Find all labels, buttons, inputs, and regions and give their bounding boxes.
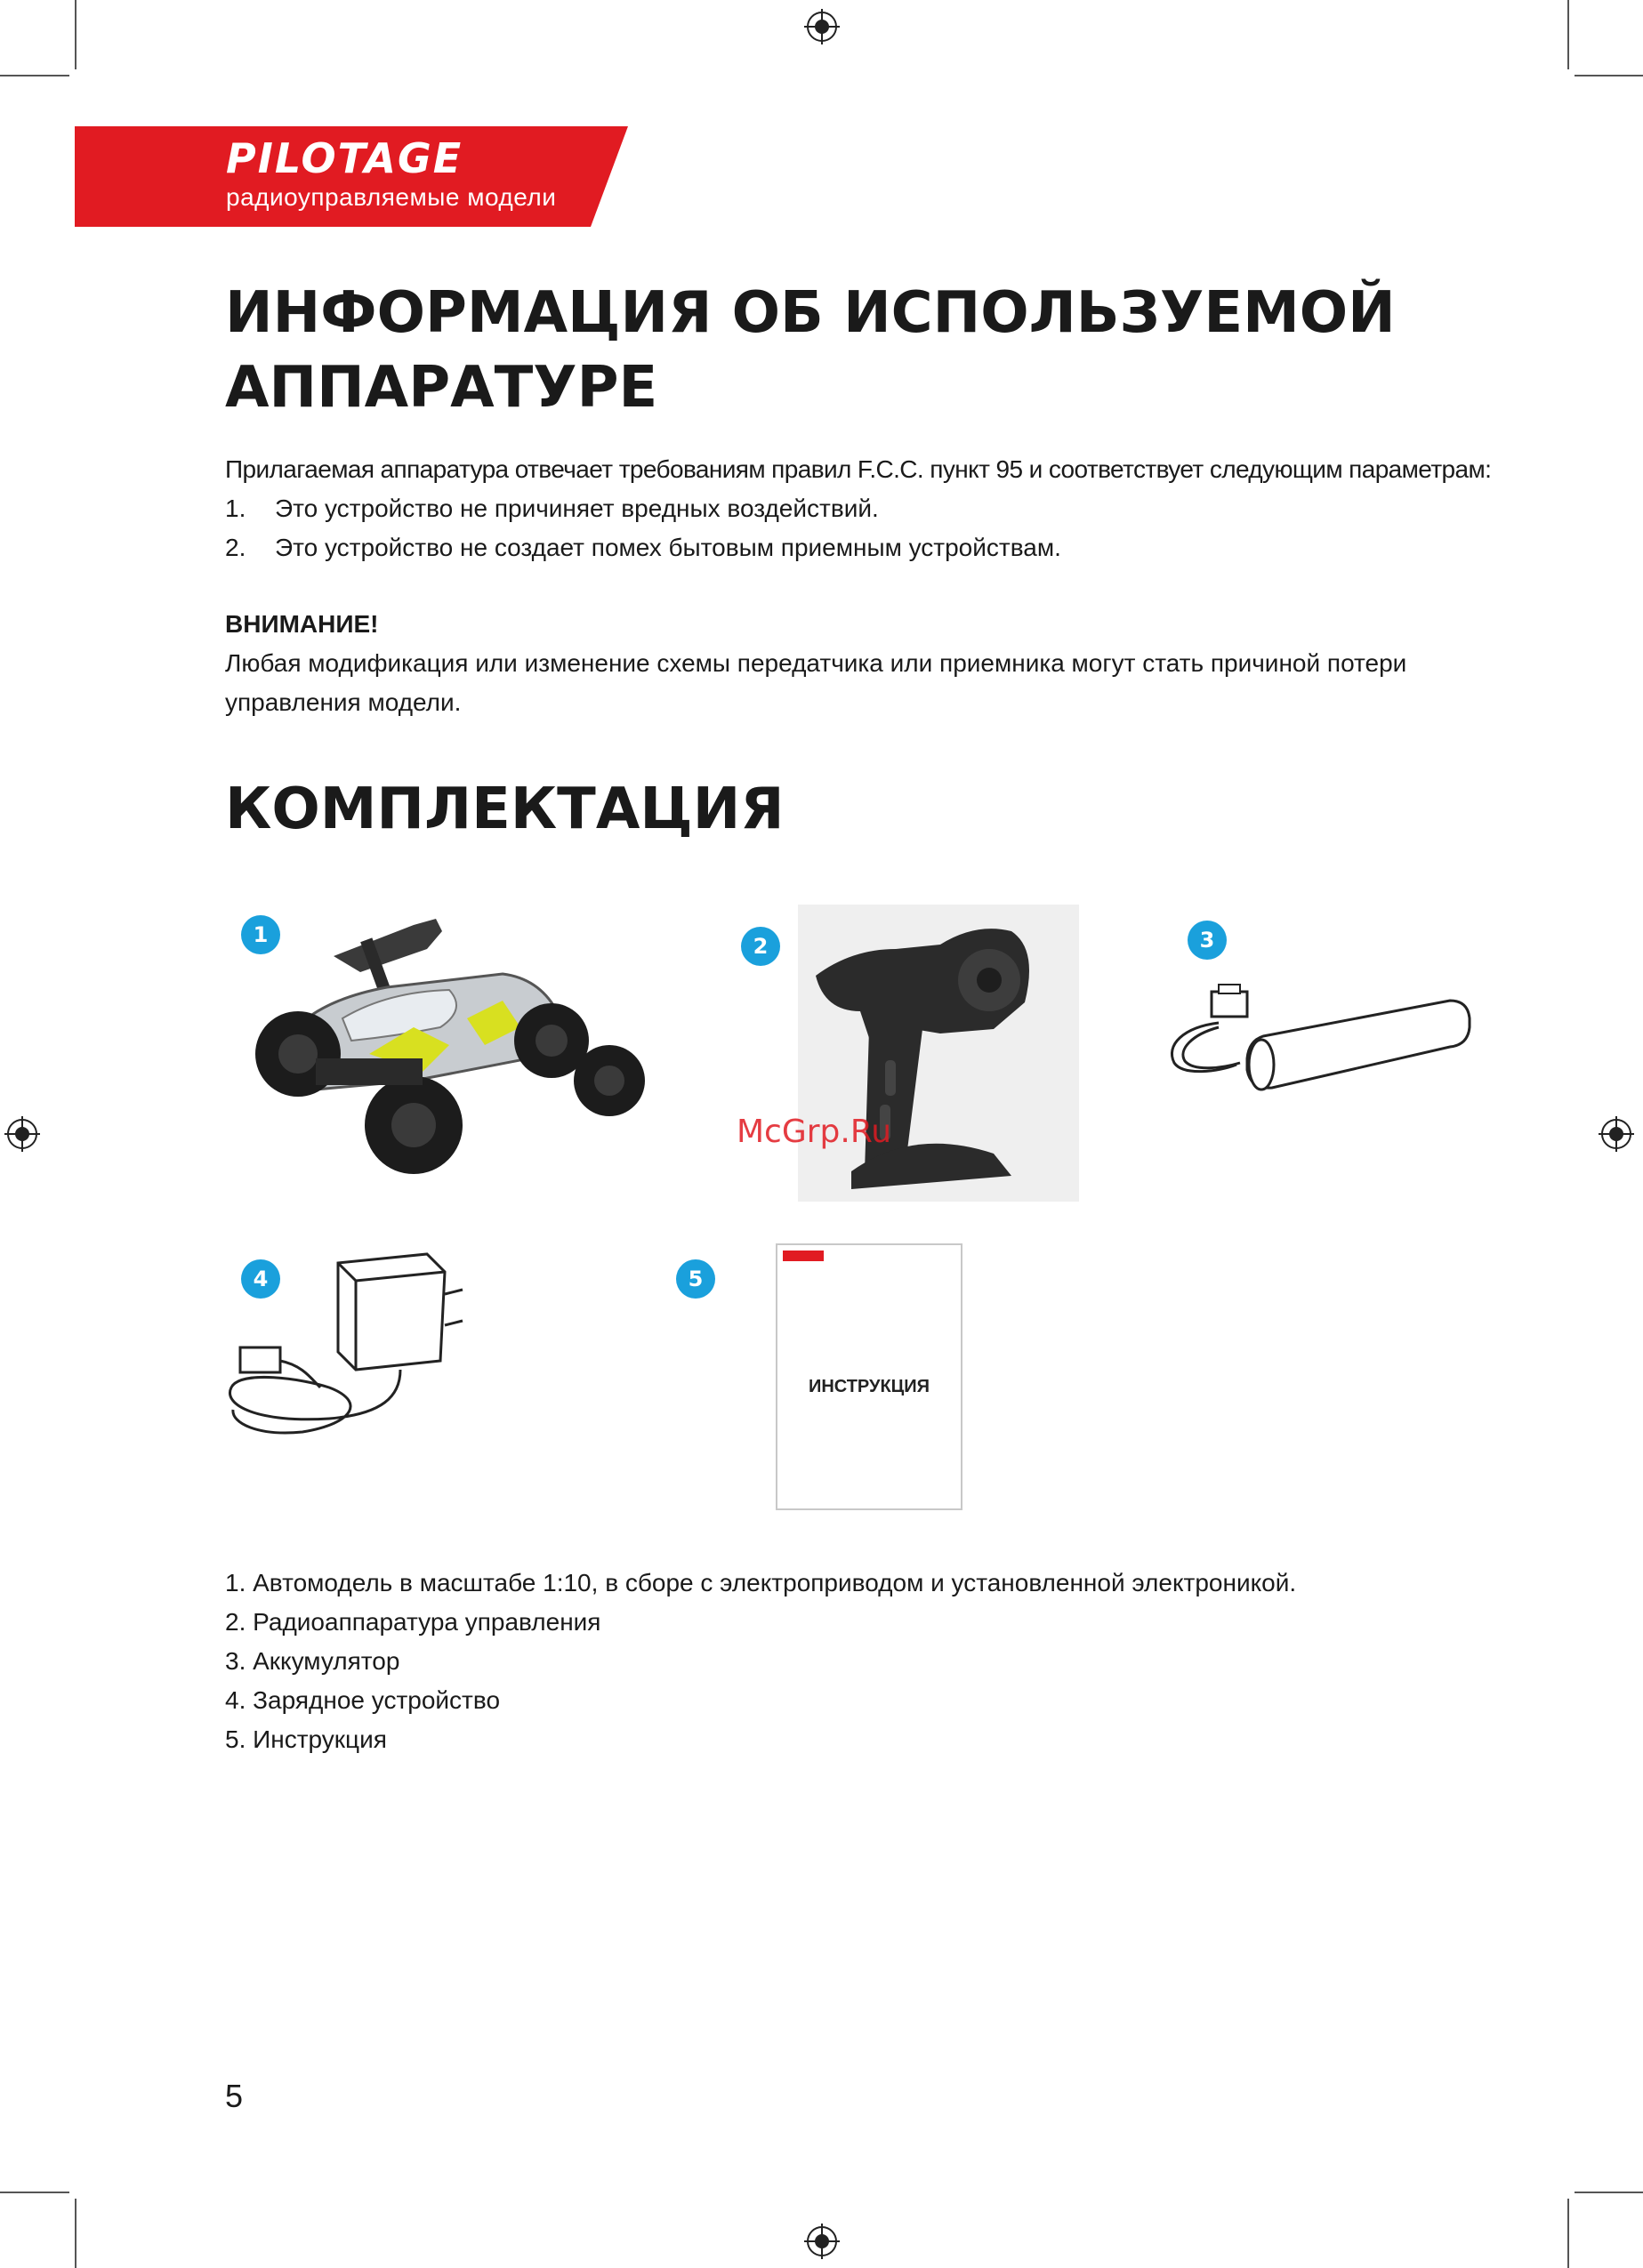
title-line-1: ИНФОРМАЦИЯ ОБ ИСПОЛЬЗУЕМОЙ: [225, 280, 1396, 346]
section-equipment-info: [225, 276, 1470, 425]
item-badge-1: 1: [241, 915, 280, 954]
item-badge-2: 2: [741, 927, 780, 966]
crop-mark: [1567, 0, 1569, 69]
warning-text-line: управления модели.: [225, 688, 462, 716]
booklet-title: ИНСТРУКЦИЯ: [808, 1377, 930, 1396]
fcc-list: [225, 489, 1542, 567]
list-item: 5. Инструкция: [225, 1725, 387, 1753]
instruction-booklet: [776, 1243, 962, 1510]
kit-list: [225, 1564, 1559, 1759]
crop-mark: [75, 0, 77, 69]
page-number: 5: [225, 2078, 244, 2114]
brand-logo: [149, 133, 612, 212]
list-item: 3. Аккумулятор: [225, 1647, 400, 1675]
booklet-logo: [783, 1251, 824, 1261]
list-item: 4. Зарядное устройство: [225, 1686, 501, 1714]
intro-text: Прилагаемая аппаратура отвечает требованиям правил F.C.C. пункт 95 и соответствует следующим параметрам:: [225, 455, 1492, 483]
list-item-number: 1.: [225, 495, 246, 522]
list-item-text: Это устройство не создает помех бытовым приемным устройствам.: [275, 534, 1061, 561]
list-item: 1. Автомодель в масштабе 1:10, в сборе с электроприводом и установленной электроникой.: [225, 1569, 1297, 1596]
list-item-number: 2.: [225, 534, 246, 561]
charger-image: [222, 1245, 471, 1450]
transmitter-image: [798, 905, 1079, 1202]
list-item: 2. Радиоаппаратура управления: [225, 1608, 601, 1636]
item-badge-3: 3: [1188, 921, 1227, 960]
crop-mark: [0, 75, 69, 76]
warning-text-line: Любая модификация или изменение схемы передатчика или приемника могут стать причиной потери: [225, 649, 1407, 677]
section-title-kit: КОМПЛЕКТАЦИЯ: [225, 776, 785, 842]
item-badge-4: 4: [241, 1259, 280, 1299]
list-item: [225, 528, 1542, 567]
section-title: [225, 276, 1470, 425]
registration-mark-icon: [804, 9, 840, 44]
list-item: [225, 489, 1542, 528]
warning-title: ВНИМАНИЕ!: [225, 610, 379, 638]
crop-mark: [1575, 75, 1643, 76]
battery-image: [1165, 965, 1472, 1098]
crop-mark: [1567, 2199, 1569, 2268]
crop-mark: [0, 2192, 69, 2193]
registration-mark-icon: [804, 2224, 840, 2259]
brand-name: PILOTAGE: [226, 134, 463, 182]
warning-block: [225, 605, 1542, 722]
registration-mark-icon: [1599, 1116, 1634, 1152]
watermark: McGrp.Ru: [737, 1114, 892, 1150]
rc-buggy-image: [236, 903, 681, 1196]
crop-mark: [1575, 2192, 1643, 2193]
list-item-text: Это устройство не причиняет вредных воздействий.: [275, 495, 879, 522]
title-line-2: АППАРАТУРЕ: [225, 355, 658, 421]
item-badge-5: 5: [676, 1259, 715, 1299]
brand-tagline: радиоуправляемые модели: [226, 183, 557, 211]
crop-mark: [75, 2199, 77, 2268]
registration-mark-icon: [4, 1116, 40, 1152]
